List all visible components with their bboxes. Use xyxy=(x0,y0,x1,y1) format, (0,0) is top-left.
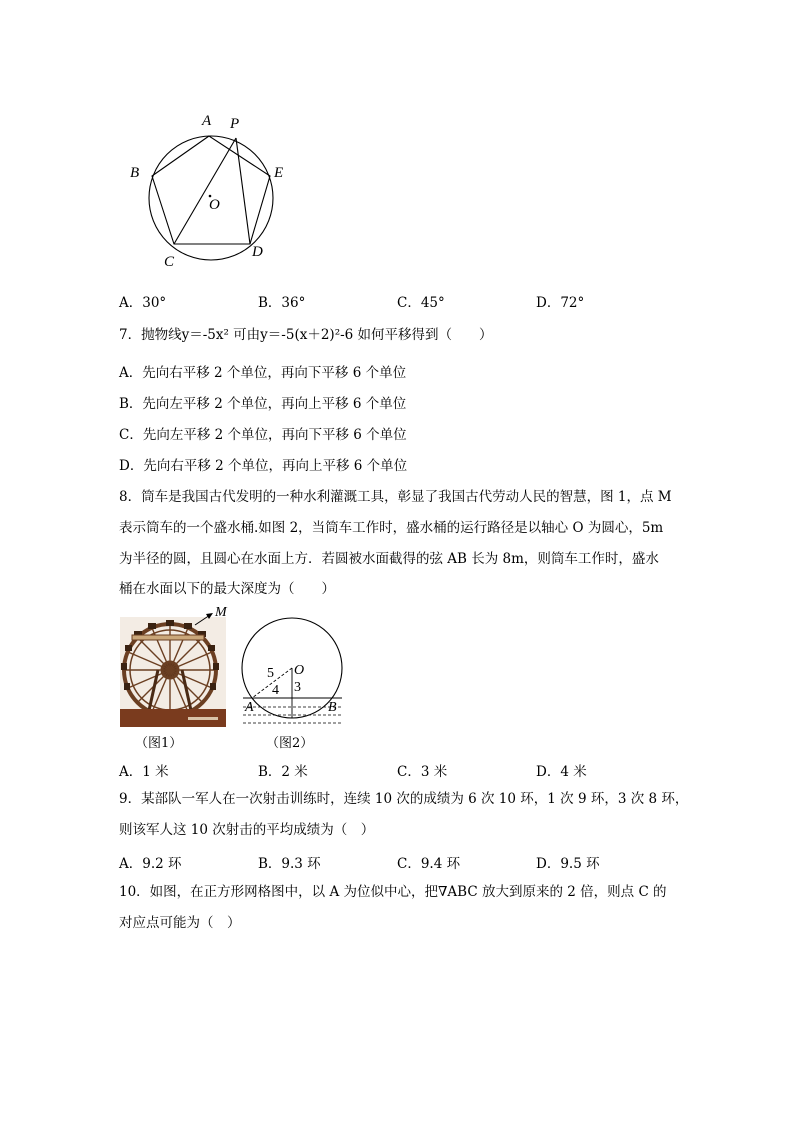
q9-option-b: B．9.3 环 xyxy=(258,856,321,872)
label-three: 3 xyxy=(294,680,301,695)
q8-stem-line-4: 桶在水面以下的最大深度为（ ） xyxy=(119,581,335,597)
q9-stem-line-2: 则该军人这 10 次射击的平均成绩为（ ） xyxy=(119,822,375,838)
q7-option-c: C．先向左平移 2 个单位，再向下平移 6 个单位 xyxy=(119,427,407,443)
q9-option-d: D．9.5 环 xyxy=(536,856,600,872)
q9-option-c: C．9.4 环 xyxy=(397,856,461,872)
q10-stem-line-1: 10．如图，在正方形网格图中，以 A 为位似中心，把∇ABC 放大到原来的 2 倍，则点 C 的 xyxy=(119,884,667,900)
q8-waterwheel-photo xyxy=(118,603,230,728)
q8-stem-line-2: 表示筒车的一个盛水桶.如图 2，当筒车工作时，盛水桶的运行路径是以轴心 O 为圆心，5m xyxy=(119,520,664,536)
q8-fig1-caption: （图1） xyxy=(135,736,183,751)
q8-circle-diagram xyxy=(240,615,346,731)
q7-option-a: A．先向右平移 2 个单位，再向下平移 6 个单位 xyxy=(119,365,407,381)
q10-stem-line-2: 对应点可能为（ ） xyxy=(119,915,241,931)
label-four: 4 xyxy=(272,683,279,698)
q9-option-a: A．9.2 环 xyxy=(119,856,182,872)
label-d: D xyxy=(252,244,263,260)
q8-stem-line-1: 8．筒车是我国古代发明的一种水利灌溉工具，彰显了我国古代劳动人民的智慧，图 1，点 M xyxy=(119,489,672,505)
q8-option-c: C．3 米 xyxy=(397,764,448,780)
label-five: 5 xyxy=(267,666,274,681)
label-p: P xyxy=(230,116,240,132)
q7-option-b: B．先向左平移 2 个单位，再向上平移 6 个单位 xyxy=(119,396,407,412)
q8-option-d: D．4 米 xyxy=(536,764,587,780)
q6-option-a: A．30° xyxy=(119,295,167,311)
label-e: E xyxy=(274,165,284,181)
q8-stem-line-3: 为半径的圆，且圆心在水面上方．若圆被水面截得的弦 AB 长为 8m，则筒车工作时，盛水 xyxy=(119,551,659,567)
q9-stem-line-1: 9．某部队一军人在一次射击训练时，连续 10 次的成绩为 6 次 10 环，1 次 9 环，3 次 8 环， xyxy=(119,791,689,807)
label-a: A xyxy=(202,113,212,129)
q6-circle-figure xyxy=(118,110,308,275)
q6-option-c: C．45° xyxy=(397,295,445,311)
q8-option-b: B．2 米 xyxy=(258,764,308,780)
q8-option-a: A．1 米 xyxy=(119,764,169,780)
q6-option-b: B．36° xyxy=(258,295,306,311)
segment-pd xyxy=(236,138,250,244)
q6-option-d: D．72° xyxy=(536,295,585,311)
label-b: B xyxy=(130,165,140,181)
label-o: O xyxy=(209,197,220,213)
label-a2: A xyxy=(245,700,254,715)
q7-stem: 7．抛物线y＝-5x² 可由y＝-5(x＋2)²-6 如何平移得到（ ） xyxy=(119,327,493,343)
q7-option-d: D．先向右平移 2 个单位，再向上平移 6 个单位 xyxy=(119,458,408,474)
label-b2: B xyxy=(328,700,337,715)
label-m: M xyxy=(215,605,227,620)
label-c: C xyxy=(164,254,175,270)
q8-fig2-caption: （图2） xyxy=(266,736,314,751)
label-o2: O xyxy=(294,663,305,678)
